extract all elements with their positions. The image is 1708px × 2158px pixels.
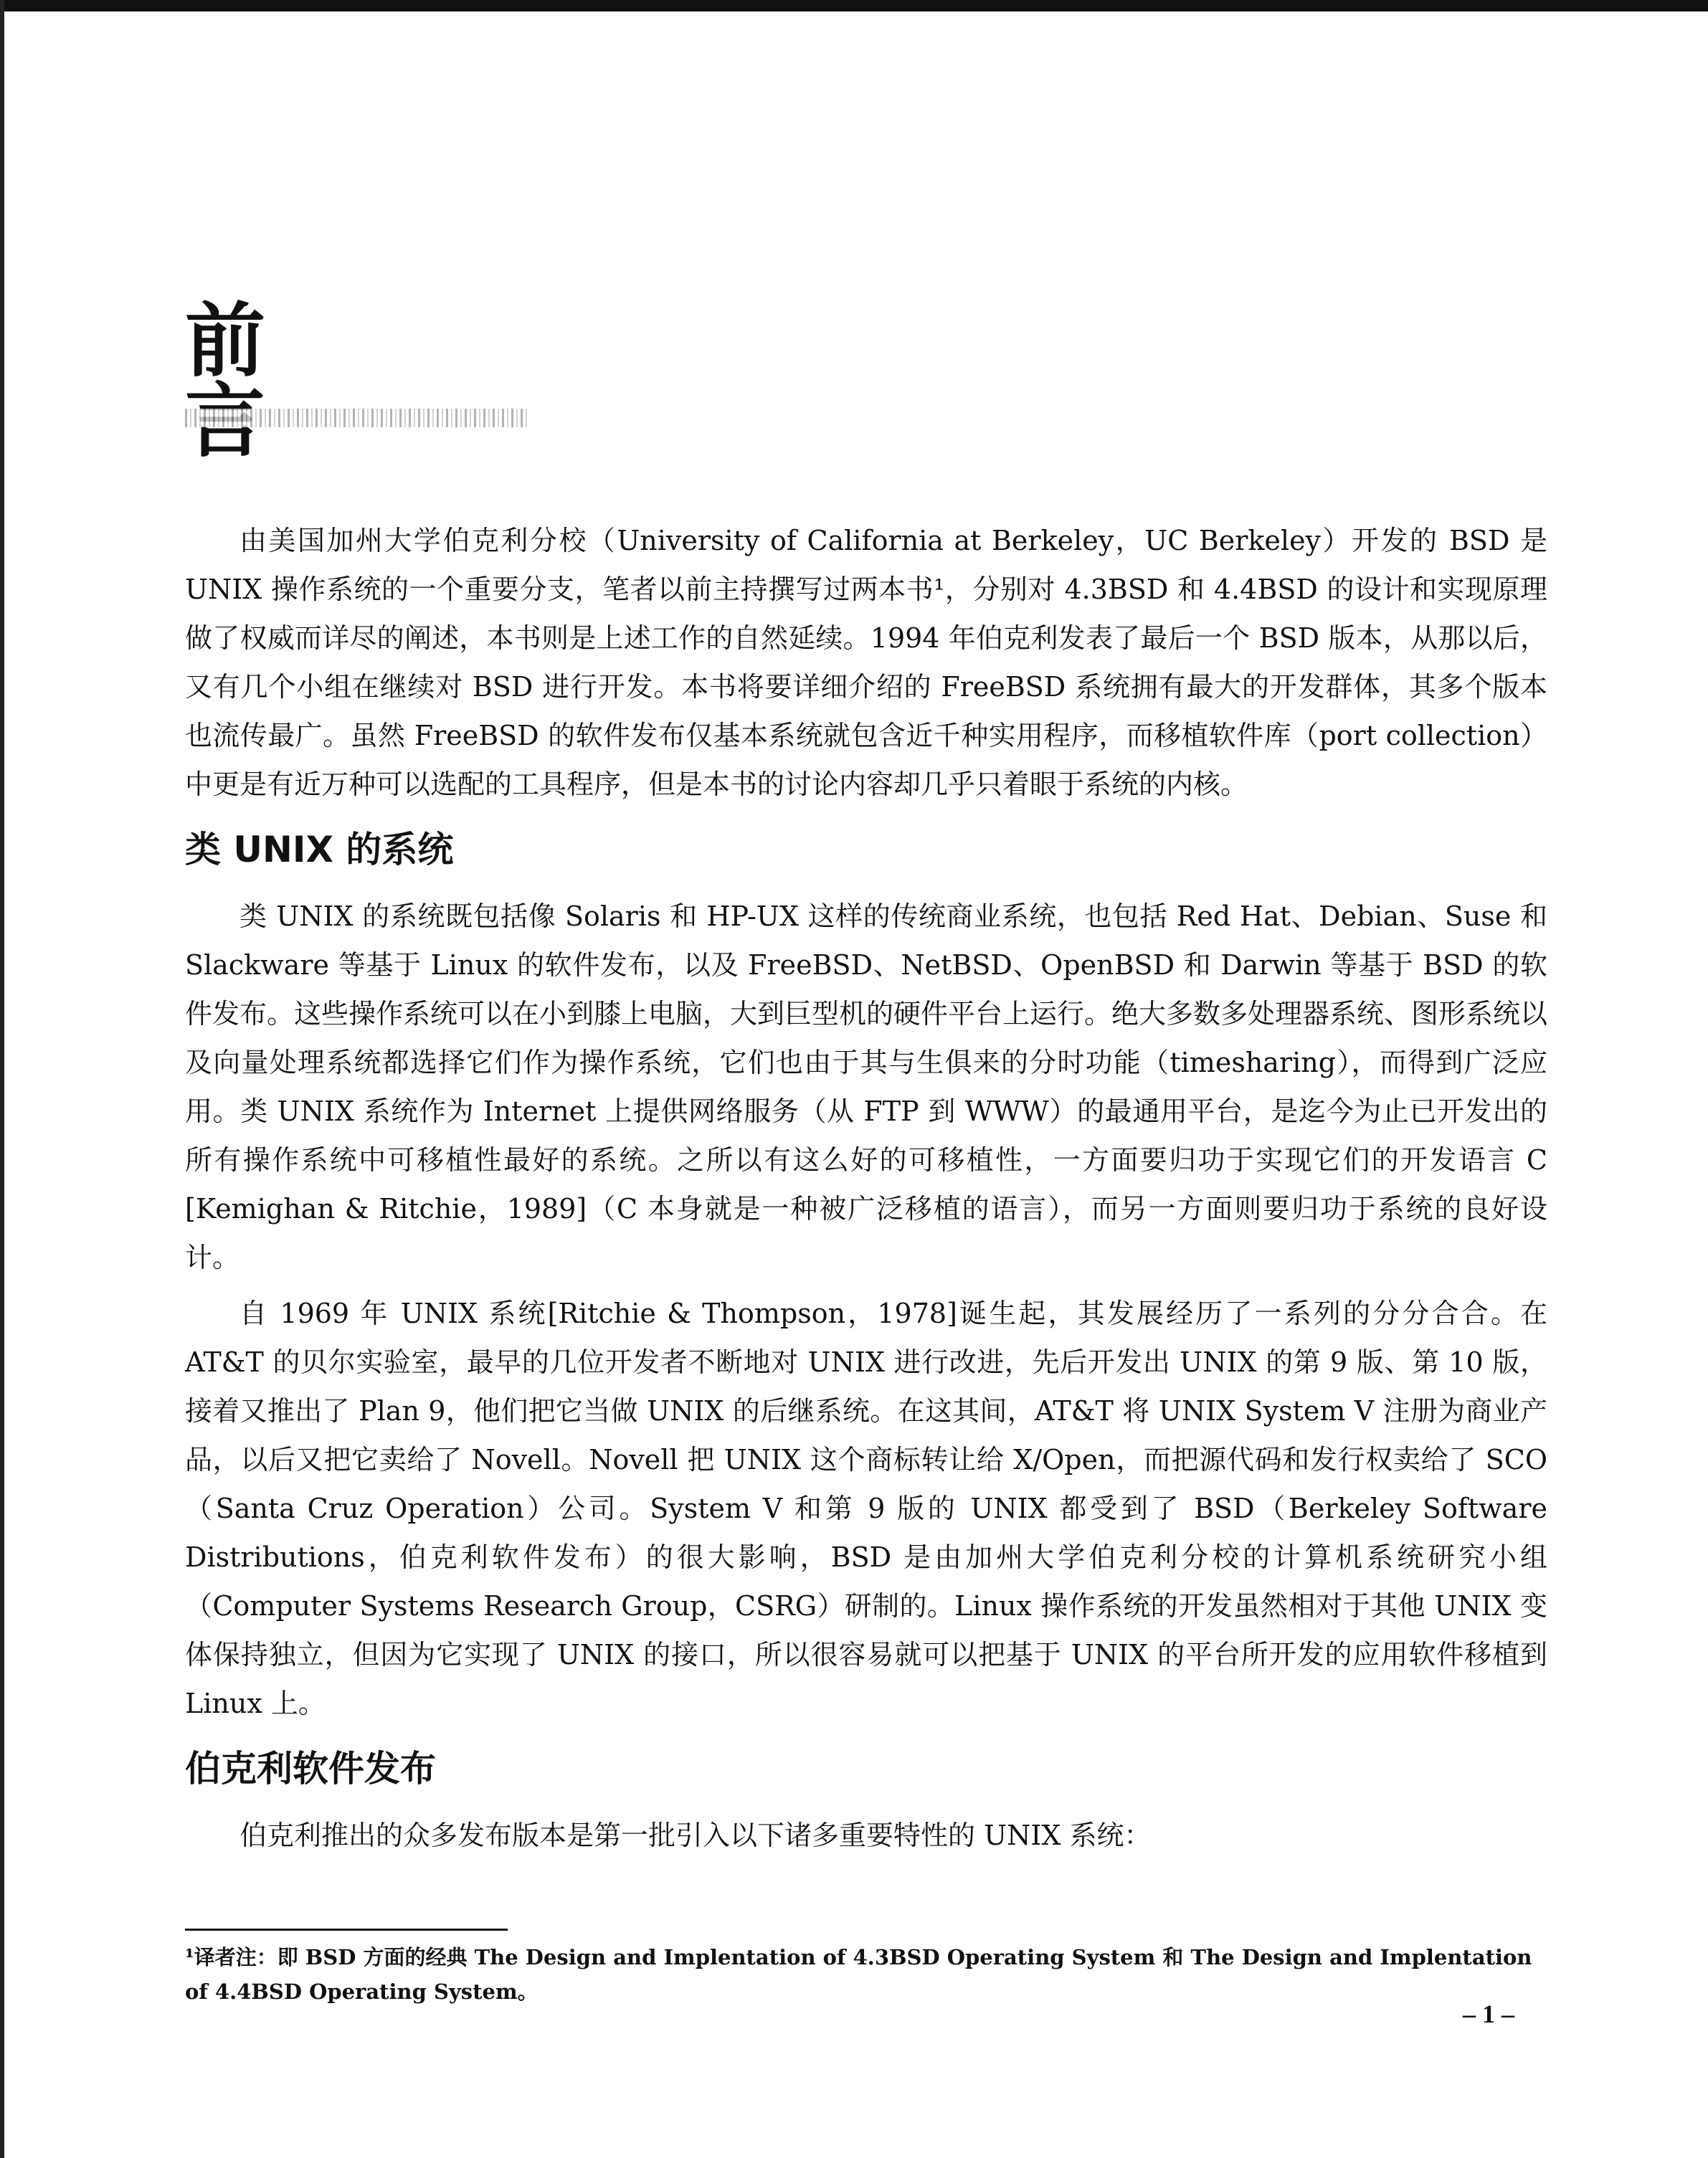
footnote-rule (185, 1929, 508, 1931)
paragraph-unix-like-systems: 类 UNIX 的系统既包括像 Solaris 和 HP-UX 这样的传统商业系统，也包括 Red Hat、Debian、Suse 和 Slackware 等基于 Linux 的软件发布，以及 FreeBSD、NetBSD、OpenBSD 和 Darwin 等基于 BSD 的软件发布。这些操作系统可以在小到膝上电脑，大到巨型机的硬件平台上运行。绝大多数多处理器系统、图形系统以及向量处理系统都选择它们作为操作系统，它们也由于其与生俱来的分时功能（timesharing），而得到广泛应用。类 UNIX 系统作为 Internet 上提供网络服务（从 FTP 到 WWW）的最通用平台，是迄今为止已开发出的所有操作系统中可移植性最好的系统。之所以有这么好的可移植性，一方面要归功于实现它们的开发语言 C [Kemighan & Ritchie，1989]（C 本身就是一种被广泛移植的语言），而另一方面则要归功于系统的良好设计。 (185, 900, 1548, 1273)
top-border-rule (0, 0, 1708, 11)
paragraph-bsd-features: 伯克利推出的众多发布版本是第一批引入以下诸多重要特性的 UNIX 系统： (239, 1820, 1152, 1851)
paragraph-intro: 由美国加州大学伯克利分校（University of California at Berkeley，UC Berkeley）开发的 BSD 是 UNIX 操作系统的一个重要分支，笔者以前主持撰写过两本书¹，分别对 4.3BSD 和 4.4BSD 的设计和实现原理做了权威而详尽的阐述，本书则是上述工作的自然延续。1994 年伯克利发表了最后一个 BSD 版本，从那以后，又有几个小组在继续对 BSD 进行开发。本书将要详细介绍的 FreeBSD 系统拥有最大的开发群体，其多个版本也流传最广。虽然 FreeBSD 的软件发布仅基本系统就包含近千种实用程序，而移植软件库（port collection）中更是有近万种可以选配的工具程序，但是本书的讨论内容却几乎只着眼于系统的内核。 (185, 525, 1547, 800)
footnote: ¹译者注：即 BSD 方面的经典 The Design and Implentation of 4.3BSD Operating System 和 The Design and Implentation of 4.4BSD Operating System。 (185, 1945, 1532, 2004)
section-heading-bsd: 伯克利软件发布 (185, 1748, 436, 1789)
title-ornament (185, 409, 529, 427)
page-number: – 1 – (1463, 2000, 1514, 2028)
page-title: 前 (185, 294, 437, 388)
body-content (185, 516, 1547, 1867)
scan-left-edge (0, 0, 4, 2158)
section-heading-unix-like: 类 UNIX 的系统 (185, 829, 454, 870)
paragraph-unix-history: 自 1969 年 UNIX 系统[Ritchie & Thompson，1978]诞生起，其发展经历了一系列的分分合合。在 AT&T 的贝尔实验室，最早的几位开发者不断地对 UNIX 进行改进，先后开发出 UNIX 的第 9 版、第 10 版，接着又推出了 Plan 9，他们把它当做 UNIX 的后继系统。在这其间，AT&T 将 UNIX System V 注册为商业产品，以后又把它卖给了 Novell。Novell 把 UNIX 这个商标转让给 X/Open，而把源代码和发行权卖给了 SCO（Santa Cruz Operation）公司。System V 和第 9 版的 UNIX 都受到了 BSD（Berkeley Software Distributions，伯克利软件发布）的很大影响，BSD 是由加州大学伯克利分校的计算机系统研究小组（Computer Systems Research Group，CSRG）研制的。Linux 操作系统的开发虽然相对于其他 UNIX 变体保持独立，但因为它实现了 UNIX 的接口，所以很容易就可以把基于 UNIX 的平台所开发的应用软件移植到 Linux 上。 (185, 1298, 1547, 1719)
